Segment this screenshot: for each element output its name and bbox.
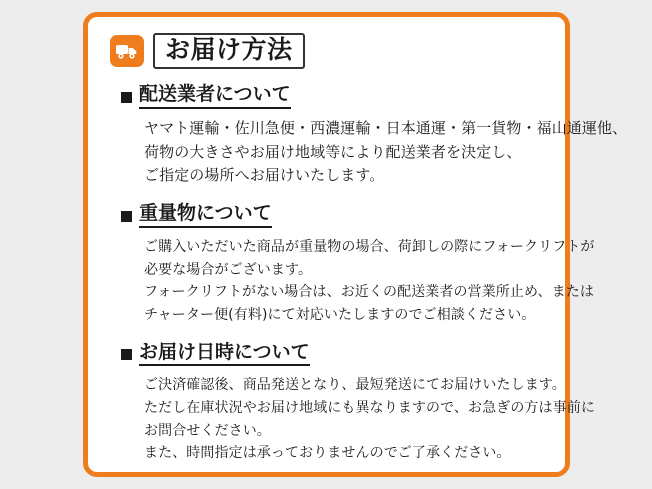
body-line: ご指定の場所へお届けいたします。 [144, 166, 385, 185]
section-shipping-carriers [108, 83, 628, 188]
section-heavy-items [108, 202, 595, 326]
body-line: ご決済確認後、商品発送となり、最短発送にてお届けいたします。 [144, 377, 566, 394]
page-title-box [153, 33, 305, 69]
body-line: チャーター便(有料)にて対応いたしますのでご相談ください。 [144, 306, 536, 323]
section-body [144, 117, 628, 188]
section-delivery-datetime [108, 340, 595, 465]
page-title: お届け方法 [165, 35, 293, 64]
section-title: 重量物について [139, 202, 272, 228]
body-line: ご購入いただいた商品が重量物の場合、荷卸しの際にフォークリフトが [144, 238, 595, 255]
section-heading-row [121, 83, 547, 109]
body-line: 必要な場合がございます。 [144, 261, 313, 278]
body-line: また、時間指定は承っておりませんのでご了承ください。 [144, 445, 511, 462]
square-bullet-icon [121, 211, 132, 222]
delivery-info-card [83, 12, 628, 477]
section-title: お届け日時について [139, 341, 310, 367]
body-line: ヤマト運輸・佐川急便・西濃運輸・日本通運・第一貨物・福山通運他、 [144, 119, 628, 138]
section-body [144, 374, 595, 465]
body-line: お問合せください。 [144, 422, 271, 439]
section-heading-row [121, 202, 547, 228]
body-line: ただし在庫状況やお届け地域にも異なりますので、お急ぎの方は事前に [144, 400, 595, 417]
section-body [144, 236, 595, 327]
body-line: 荷物の大きさやお届け地域等により配送業者を決定し、 [144, 142, 522, 161]
square-bullet-icon [121, 349, 132, 360]
delivery-truck-icon [110, 35, 144, 67]
body-line: フォークリフトがない場合は、お近くの配送業者の営業所止め、または [144, 284, 594, 301]
card-title-row [110, 33, 547, 69]
square-bullet-icon [121, 92, 132, 103]
section-title: 配送業者について [139, 83, 291, 109]
section-heading-row [121, 341, 547, 367]
